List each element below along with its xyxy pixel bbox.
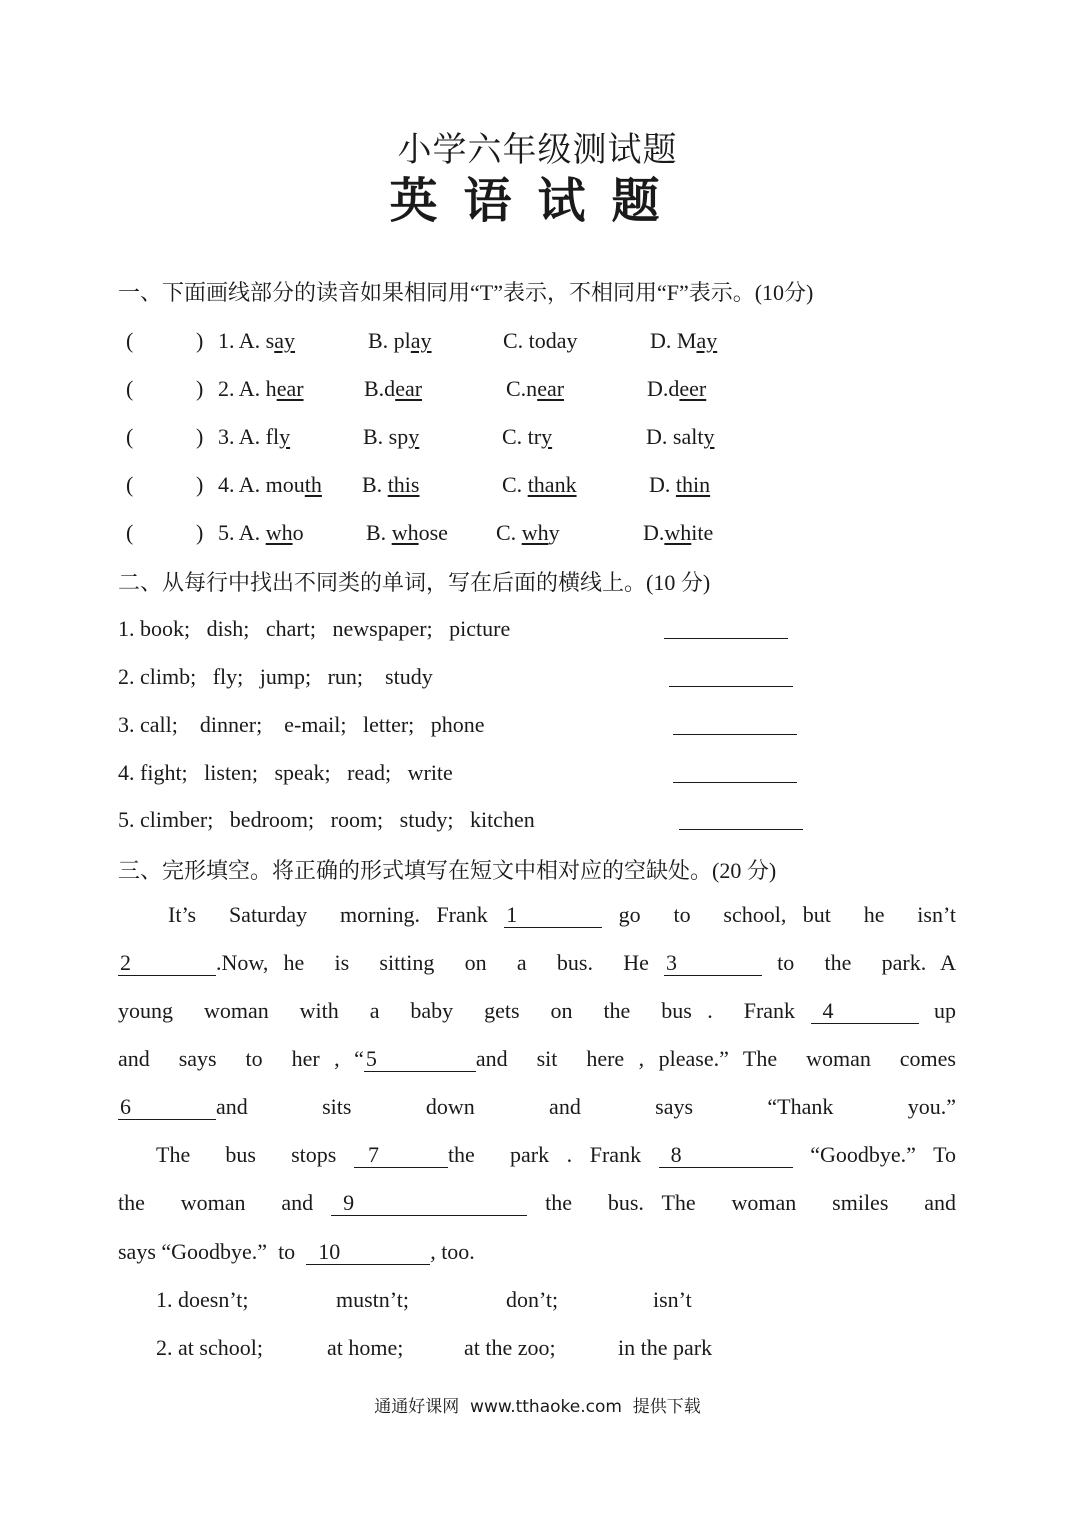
- option-item: isn’t: [653, 1287, 692, 1312]
- option-d: D.deer: [647, 376, 707, 401]
- list-item: 4. fight; listen; speak; read; write: [118, 760, 453, 785]
- option-a: 3. A. fly: [218, 424, 291, 449]
- answer-blank[interactable]: [673, 712, 797, 735]
- option-item: don’t;: [506, 1287, 559, 1312]
- answer-paren-open: (: [126, 424, 134, 449]
- passage-line: young woman with a baby gets on the bus . Frank 4 up: [118, 998, 957, 1023]
- passage-line: 6 and sits down and says “Thank you.”: [120, 1094, 956, 1119]
- answer-paren-open: (: [126, 376, 134, 401]
- option-d: D. thin: [649, 472, 711, 497]
- section3-heading: 三、完形填空。将正确的形式填写在短文中相对应的空缺处。(20 分): [118, 858, 777, 883]
- cloze-blank[interactable]: 10: [306, 1240, 430, 1265]
- passage-line: It’s Saturday morning. Frank 1 go to school, but he isn’t: [168, 902, 957, 927]
- option-item: 2. at school;: [156, 1335, 263, 1360]
- option-a: 4. A. mouth: [218, 472, 322, 497]
- answer-blank[interactable]: [664, 616, 788, 639]
- passage-line: the woman and 9 the bus. The woman smiles and: [118, 1190, 957, 1215]
- cloze-blank[interactable]: 7: [354, 1143, 448, 1168]
- option-b: B. spy: [363, 424, 420, 449]
- option-item: mustn’t;: [336, 1287, 409, 1312]
- section2-heading: 二、从每行中找出不同类的单词，写在后面的横线上。(10 分): [118, 570, 711, 595]
- passage-line: says “Goodbye.” to 10 , too.: [118, 1239, 475, 1264]
- option-item: in the park: [618, 1335, 713, 1360]
- cloze-blank[interactable]: 2: [118, 951, 216, 976]
- answer-paren-open: (: [126, 328, 134, 353]
- option-c: C. why: [496, 520, 560, 545]
- option-c: C. today: [503, 328, 578, 353]
- answer-blank[interactable]: [669, 664, 793, 687]
- page-title: 英语试题: [389, 175, 686, 228]
- option-item: 1. doesn’t;: [156, 1287, 249, 1312]
- list-item: 3. call; dinner; e-mail; letter; phone: [118, 712, 485, 737]
- option-c: C.near: [506, 376, 565, 401]
- option-d: D. salty: [646, 424, 715, 449]
- passage-line: and says to her , “5 and sit here , please.” The woman comes: [118, 1046, 956, 1071]
- answer-blank[interactable]: [673, 760, 797, 783]
- option-c: C. thank: [502, 472, 577, 497]
- option-a: 1. A. say: [218, 328, 296, 353]
- option-item: at home;: [327, 1335, 404, 1360]
- cloze-blank[interactable]: 8: [659, 1143, 793, 1168]
- option-b: B. whose: [366, 520, 448, 545]
- cloze-blank[interactable]: 6: [118, 1095, 216, 1120]
- answer-paren-open: (: [126, 520, 134, 545]
- answer-paren-close: ): [196, 424, 204, 449]
- option-a: 5. A. who: [218, 520, 304, 545]
- option-d: D.white: [643, 520, 714, 545]
- option-d: D. May: [650, 328, 718, 353]
- option-c: C. try: [502, 424, 553, 449]
- list-item: 1. book; dish; chart; newspaper; picture: [118, 616, 511, 641]
- cloze-blank[interactable]: 1: [504, 903, 602, 928]
- option-b: B. play: [368, 328, 432, 353]
- option-b: B. this: [362, 472, 420, 497]
- passage-line: The bus stops 7 the park . Frank 8 “Goodbye.” To: [156, 1142, 957, 1167]
- list-item: 5. climber; bedroom; room; study; kitchen: [118, 807, 535, 832]
- cloze-blank[interactable]: 3: [664, 951, 762, 976]
- cloze-blank[interactable]: 9: [331, 1191, 527, 1216]
- list-item: 2. climb; fly; jump; run; study: [118, 664, 433, 689]
- answer-paren-open: (: [126, 472, 134, 497]
- cloze-blank[interactable]: 5: [364, 1047, 476, 1072]
- option-a: 2. A. hear: [218, 376, 304, 401]
- page-footer: 通通好课网 www.tthaoke.com 提供下载: [374, 1397, 701, 1417]
- subtitle: 小学六年级测试题: [397, 132, 678, 169]
- answer-paren-close: ): [196, 376, 204, 401]
- passage-line: 2 .Now, he is sitting on a bus. He 3 to the park. A: [120, 950, 956, 975]
- answer-blank[interactable]: [679, 807, 803, 830]
- option-b: B.dear: [364, 376, 423, 401]
- section1-heading: 一、下面画线部分的读音如果相同用“T”表示，不相同用“F”表示。(10分): [118, 280, 814, 305]
- answer-paren-close: ): [196, 472, 204, 497]
- answer-paren-close: ): [196, 520, 204, 545]
- cloze-blank[interactable]: 4: [811, 999, 919, 1024]
- answer-paren-close: ): [196, 328, 204, 353]
- option-item: at the zoo;: [464, 1335, 556, 1360]
